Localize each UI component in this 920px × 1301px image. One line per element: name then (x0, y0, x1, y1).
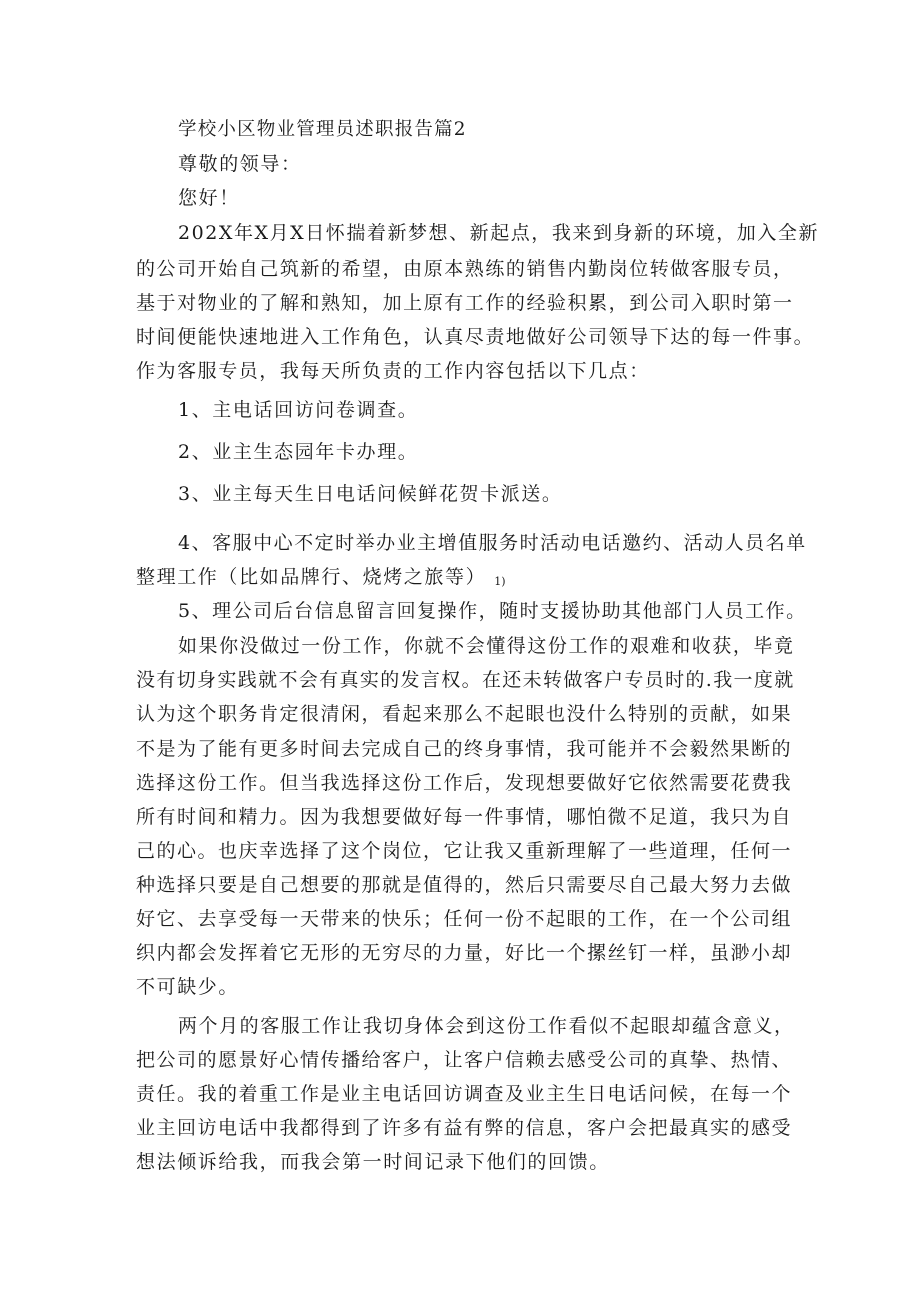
intro-line: 202X年X月X日怀揣着新梦想、新起点，我来到身新的环境，加入全新 (178, 222, 819, 244)
intro-line: 时间便能快速地进入工作角色，认真尽责地做好公司领导下达的每一件事。 (136, 326, 815, 348)
body-line: 选择这份工作。但当我选择这份工作后，发现想要做好它依然需要花费我 (136, 772, 793, 794)
list-item: 2、业主生态园年卡办理。 (178, 441, 419, 463)
body-line: 不是为了能有更多时间去完成自己的终身事情，我可能并不会毅然果断的 (136, 738, 793, 760)
greeting: 您好！ (178, 187, 240, 209)
intro-line: 作为客服专员，我每天所负责的工作内容包括以下几点： (136, 360, 650, 382)
list-item: 5、理公司后台信息留言回复操作，随时支援协助其他部门人员工作。 (178, 600, 807, 622)
intro-line: 基于对物业的了解和熟知，加上原有工作的经验积累，到公司入职时第一 (136, 292, 794, 314)
list-item: 4、客服中心不定时举办业主增值服务时活动电话邀约、活动人员名单 (178, 532, 807, 554)
list-item-continuation (136, 564, 506, 593)
document-title: 学校小区物业管理员述职报告篇2 (178, 119, 467, 140)
body-line: 没有切身实践就不会有真实的发言权。在还未转做客户专员时的.我一度就 (136, 669, 795, 691)
body-line: 织内都会发挥着它无形的无穷尽的力量，好比一个摞丝钉一样，虽渺小却 (136, 942, 793, 964)
body-line: 把公司的愿景好心情传播给客户，让客户信赖去感受公司的真挚、热情、 (136, 1049, 793, 1071)
body-line: 两个月的客服工作让我切身体会到这份工作看似不起眼却蕴含意义， (178, 1015, 795, 1037)
intro-line: 的公司开始自己筑新的希望，由原本熟练的销售内勤岗位转做客服专员， (136, 258, 794, 280)
list-item-continuation-text: 整理工作（比如品牌行、烧烤之旅等） (136, 566, 487, 588)
list-item: 3、业主每天生日电话问候鲜花贺卡派送。 (178, 483, 563, 505)
body-line: 种选择只要是自己想要的那就是值得的，然后只需要尽自己最大努力去做 (136, 874, 793, 896)
list-item: 1、主电话回访问卷调查。 (178, 399, 419, 421)
body-line: 责任。我的着重工作是业主电话回访调查及业主生日电话问候，在每一个 (136, 1083, 793, 1105)
footnote-mark: 1) (494, 575, 506, 588)
body-line: 认为这个职务肯定很清闲，看起来那么不起眼也没什么特别的贡献，如果 (136, 703, 793, 725)
body-line: 所有时间和精力。因为我想要做好每一件事情，哪怕微不足道，我只为自 (136, 806, 793, 828)
body-line: 好它、去享受每一天带来的快乐；任何一份不起眼的工作，在一个公司组 (136, 908, 793, 930)
salutation: 尊敬的领导： (178, 153, 302, 175)
body-line: 不可缺少。 (136, 976, 240, 998)
body-line: 如果你没做过一份工作，你就不会懂得这份工作的艰难和收获，毕竟 (178, 635, 795, 657)
body-line: 业主回访电话中我都得到了许多有益有弊的信息，客户会把最真实的感受 (136, 1117, 793, 1139)
body-line: 想法倾诉给我，而我会第一时间记录下他们的回馈。 (136, 1151, 610, 1173)
body-line: 己的心。也庆幸选择了这个岗位，它让我又重新理解了一些道理，任何一 (136, 840, 793, 862)
